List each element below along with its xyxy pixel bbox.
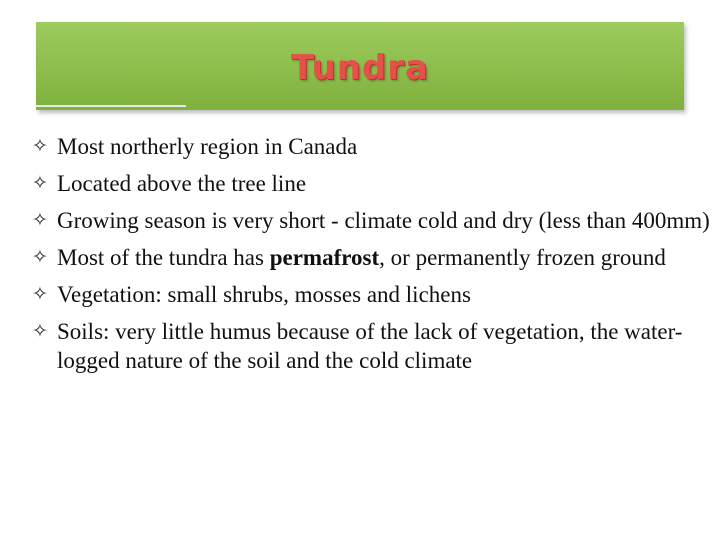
slide-title: Tundra bbox=[291, 48, 429, 88]
bullet-item: ✧ Soils: very little humus because of the lack of vegetation, the water-logged nature of the soil and the cold climate bbox=[32, 319, 683, 373]
bullet-item: ✧ Most of the tundra has permafrost, or permanently frozen ground bbox=[32, 245, 666, 270]
bullet-list bbox=[32, 132, 712, 383]
permafrost-term: permafrost bbox=[269, 245, 380, 270]
four-pointed-star-icon: ✧ bbox=[32, 209, 48, 231]
bullet-item: ✧ Located above the tree line bbox=[32, 171, 307, 196]
bullet-item: ✧ Growing season is very short - climate cold and dry (less than 400mm) bbox=[32, 208, 710, 233]
four-pointed-star-icon: ✧ bbox=[32, 283, 48, 305]
four-pointed-star-icon: ✧ bbox=[32, 172, 48, 194]
four-pointed-star-icon: ✧ bbox=[32, 135, 48, 157]
bullet-item: ✧ Most northerly region in Canada bbox=[32, 134, 358, 159]
four-pointed-star-icon: ✧ bbox=[32, 246, 48, 268]
title-divider bbox=[36, 105, 186, 107]
four-pointed-star-icon: ✧ bbox=[32, 320, 48, 342]
bullet-item: ✧ Vegetation: small shrubs, mosses and lichens bbox=[32, 282, 471, 307]
